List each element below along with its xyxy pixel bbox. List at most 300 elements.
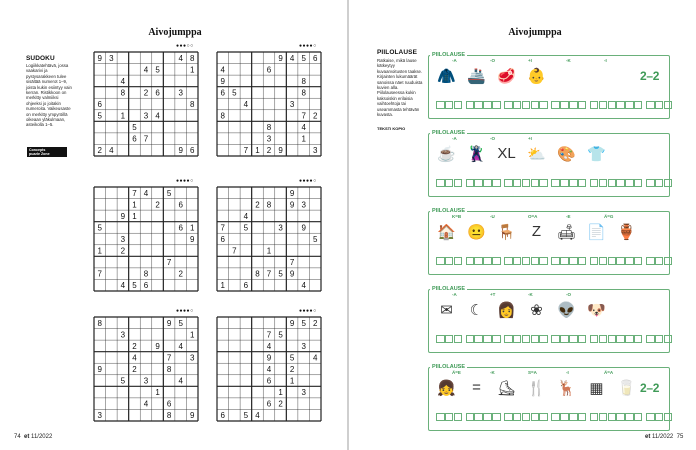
sudoku-grid[interactable] <box>217 187 321 291</box>
pallet-icon: ▦ <box>589 379 604 397</box>
answer-box[interactable] <box>569 257 578 265</box>
answer-box[interactable] <box>664 335 673 343</box>
answer-boxes[interactable] <box>436 101 676 109</box>
sudoku-grid[interactable] <box>94 187 198 291</box>
answer-box[interactable] <box>466 101 475 109</box>
sudoku-given-digit: 1 <box>189 65 195 75</box>
letter-hint: -O <box>490 136 495 141</box>
answer-box[interactable] <box>445 335 454 343</box>
answer-box[interactable] <box>634 257 643 265</box>
answer-boxes[interactable] <box>436 335 676 343</box>
woman-icon: 👩 <box>497 301 516 319</box>
difficulty-dots: ●●●●○ <box>299 43 317 49</box>
moon-icon: ☾ <box>469 301 484 319</box>
sudoku-given-digit: 4 <box>178 341 183 351</box>
answer-box[interactable] <box>608 101 617 109</box>
left-page-number: 74 <box>14 434 21 440</box>
sudoku-given-digit: 9 <box>120 211 126 221</box>
answer-box[interactable] <box>551 413 560 421</box>
sudoku-grid[interactable] <box>94 52 198 156</box>
letter-hint: -U <box>490 214 495 219</box>
sudoku-given-digit: 5 <box>232 88 237 98</box>
sudoku-given-digit: 1 <box>255 146 260 156</box>
sudoku-given-digit: 3 <box>120 235 126 244</box>
answer-box[interactable] <box>646 101 655 109</box>
answer-box[interactable] <box>590 101 599 109</box>
answer-box[interactable] <box>646 335 655 343</box>
sudoku-given-digit: 9 <box>289 318 295 328</box>
sudoku-given-digit: 4 <box>289 53 295 63</box>
sudoku-given-digit: 8 <box>166 411 172 421</box>
answer-box[interactable] <box>634 335 643 343</box>
answer-box[interactable] <box>522 101 531 109</box>
answer-box[interactable] <box>539 257 548 265</box>
answer-box[interactable] <box>504 335 513 343</box>
answer-box[interactable] <box>445 257 454 265</box>
sudoku-given-digit: 8 <box>255 269 260 279</box>
sudoku-given-digit: 3 <box>178 88 183 98</box>
answer-box[interactable] <box>504 179 513 187</box>
weather-icon: ⛅ <box>527 145 546 163</box>
answer-box[interactable] <box>664 413 673 421</box>
sudoku-given-digit: 8 <box>266 123 272 133</box>
answer-box[interactable] <box>454 413 463 421</box>
answer-box[interactable] <box>474 257 483 265</box>
answer-box[interactable] <box>531 179 540 187</box>
sudoku-given-digit: 4 <box>155 111 160 121</box>
fork-icon: 🍴 <box>527 379 546 397</box>
answer-box[interactable] <box>492 101 501 109</box>
answer-box[interactable] <box>436 101 445 109</box>
answer-box[interactable] <box>560 101 569 109</box>
answer-box[interactable] <box>513 257 522 265</box>
letter-hint: -I <box>604 58 607 63</box>
sudoku-given-digit: 2 <box>255 200 260 210</box>
sudoku-given-digit: 3 <box>301 341 306 351</box>
sudoku-given-digit: 5 <box>278 330 283 340</box>
answer-gap <box>672 413 675 419</box>
letter-hint: -E <box>566 214 571 219</box>
left-footer <box>14 434 52 440</box>
sudoku-given-digit: 5 <box>278 269 283 279</box>
sudoku-given-digit: 6 <box>243 281 249 291</box>
panel-label: PIILOLAUSE <box>432 52 466 58</box>
sudoku-given-digit: 4 <box>266 365 272 374</box>
deer-icon: 🦌 <box>557 379 576 397</box>
answer-box[interactable] <box>531 257 540 265</box>
picture-clue-row <box>436 375 637 400</box>
sudoku-given-digit: 7 <box>289 258 295 268</box>
answer-box[interactable] <box>474 413 483 421</box>
sudoku-given-digit: 9 <box>155 341 160 351</box>
sudoku-given-digit: 1 <box>266 246 272 256</box>
letter-hint: -A <box>452 136 457 141</box>
answer-box[interactable] <box>608 413 617 421</box>
answer-box[interactable] <box>466 335 475 343</box>
answer-box[interactable] <box>531 101 540 109</box>
answer-box[interactable] <box>616 413 625 421</box>
sudoku-given-digit: 9 <box>189 235 195 244</box>
answer-boxes[interactable] <box>436 413 676 421</box>
right-page-title: Aivojumppa <box>508 27 562 38</box>
sudoku-given-digit: 4 <box>301 123 306 133</box>
answer-box[interactable] <box>445 179 454 187</box>
answer-box[interactable] <box>522 179 531 187</box>
sudoku-given-digit: 3 <box>301 388 306 398</box>
answer-box[interactable] <box>560 413 569 421</box>
sudoku-given-digit: 4 <box>143 65 149 75</box>
flowers-icon: ❀ <box>530 301 543 319</box>
answer-box[interactable] <box>531 335 540 343</box>
sudoku-given-digit: 6 <box>266 399 272 409</box>
sudoku-given-digit: 4 <box>143 399 149 409</box>
letter-hint: S=A <box>528 370 537 375</box>
answer-box[interactable] <box>483 101 492 109</box>
answer-box[interactable] <box>539 413 548 421</box>
sudoku-given-digit: 3 <box>97 411 103 421</box>
sudoku-given-digit: 2 <box>289 365 295 374</box>
answer-box[interactable] <box>483 257 492 265</box>
right-footer-issue: 11/2022 <box>652 434 674 440</box>
sudoku-given-digit: 1 <box>189 330 195 340</box>
sudoku-given-digit: 7 <box>266 269 272 279</box>
sudoku-given-digit: 8 <box>97 318 103 328</box>
sudoku-given-digit: 9 <box>189 411 195 421</box>
answer-box[interactable] <box>664 179 673 187</box>
sudoku-given-digit: 5 <box>132 281 137 291</box>
answer-box[interactable] <box>664 257 673 265</box>
answer-box[interactable] <box>625 413 634 421</box>
answer-box[interactable] <box>655 179 664 187</box>
sudoku-grid[interactable] <box>217 52 321 156</box>
answer-box[interactable] <box>578 179 587 187</box>
answer-box[interactable] <box>560 335 569 343</box>
concepts-logo: Concepts puzzle Zone <box>27 147 67 157</box>
answer-box[interactable] <box>578 257 587 265</box>
picture-clue-row <box>436 219 637 244</box>
sudoku-given-digit: 6 <box>178 223 183 233</box>
answer-gap <box>672 257 675 263</box>
sudoku-given-digit: 7 <box>232 246 237 256</box>
answer-box[interactable] <box>625 257 634 265</box>
letter-hint: +I <box>528 136 532 141</box>
answer-box[interactable] <box>492 413 501 421</box>
answer-box[interactable] <box>608 257 617 265</box>
answer-box[interactable] <box>445 101 454 109</box>
dog-icon: 🐶 <box>587 301 606 319</box>
left-footer-mag: et <box>24 434 30 440</box>
answer-gap <box>672 335 675 341</box>
sudoku-given-digit: 7 <box>143 134 149 144</box>
answer-box[interactable] <box>634 101 643 109</box>
sudoku-given-digit: 6 <box>178 200 183 210</box>
answer-box[interactable] <box>590 335 599 343</box>
answer-box[interactable] <box>655 101 664 109</box>
panel-label: PIILOLAUSE <box>432 364 466 370</box>
answer-box[interactable] <box>634 413 643 421</box>
answer-box[interactable] <box>466 413 475 421</box>
sudoku-given-digit: 1 <box>120 111 126 121</box>
answer-box[interactable] <box>625 179 634 187</box>
mug-icon: ☕ <box>437 145 456 163</box>
sudoku-given-digit: 2 <box>312 318 318 328</box>
answer-box[interactable] <box>513 179 522 187</box>
answer-box[interactable] <box>590 257 599 265</box>
answer-box[interactable] <box>625 101 634 109</box>
sudoku-given-digit: 3 <box>278 223 283 233</box>
sudoku-given-digit: 2 <box>132 341 137 351</box>
answer-box[interactable] <box>454 257 463 265</box>
sudoku-given-digit: 2 <box>312 111 318 121</box>
sudoku-given-digit: 5 <box>243 223 249 233</box>
answer-box[interactable] <box>522 413 531 421</box>
answer-box[interactable] <box>492 257 501 265</box>
answer-box[interactable] <box>560 179 569 187</box>
answer-box[interactable] <box>569 335 578 343</box>
sudoku-given-digit: 5 <box>155 65 160 75</box>
answer-box[interactable] <box>551 335 560 343</box>
sudoku-given-digit: 3 <box>289 100 295 109</box>
sudoku-heading: SUDOKU <box>26 55 55 62</box>
answer-boxes[interactable] <box>436 179 676 187</box>
answer-box[interactable] <box>646 413 655 421</box>
sudoku-given-digit: 3 <box>120 330 126 340</box>
answer-box[interactable] <box>539 335 548 343</box>
letter-hint: -O <box>490 58 495 63</box>
sudoku-given-digit: 4 <box>132 353 137 363</box>
letter-hint: O=A <box>528 214 538 219</box>
letter-hint: Ä=A <box>604 370 614 375</box>
answer-box[interactable] <box>454 101 463 109</box>
number-clue: 2–2 <box>640 69 660 83</box>
sudoku-given-digit: 7 <box>243 146 249 156</box>
letter-hint: K=B <box>452 214 462 219</box>
answer-box[interactable] <box>578 335 587 343</box>
table-icon: 🪑 <box>497 223 516 241</box>
answer-box[interactable] <box>616 335 625 343</box>
baby-icon: 👶 <box>527 67 546 85</box>
sudoku-given-digit: 9 <box>289 200 295 210</box>
right-footer <box>645 434 683 440</box>
letter-hint: -A <box>452 292 457 297</box>
panel-label: PIILOLAUSE <box>432 208 466 214</box>
sudoku-given-digit: 2 <box>143 88 149 98</box>
sudoku-given-digit: 8 <box>266 200 272 210</box>
sudoku-given-digit: 6 <box>220 411 226 421</box>
sudoku-given-digit: 6 <box>220 235 226 244</box>
sudoku-given-digit: 1 <box>97 246 103 256</box>
left-page-title: Aivojumppa <box>148 27 202 38</box>
answer-box[interactable] <box>483 335 492 343</box>
sudoku-given-digit: 2 <box>155 200 160 210</box>
shirt-icon: 👕 <box>587 145 606 163</box>
letter-hint: Ä=G <box>604 214 614 219</box>
sudoku-given-digit: 7 <box>132 188 137 198</box>
answer-box[interactable] <box>539 101 548 109</box>
answer-box[interactable] <box>616 257 625 265</box>
answer-box[interactable] <box>513 101 522 109</box>
answer-box[interactable] <box>655 335 664 343</box>
answer-box[interactable] <box>522 335 531 343</box>
left-footer-issue: 11/2022 <box>31 434 53 440</box>
sudoku-given-digit: 9 <box>266 353 272 363</box>
answer-box[interactable] <box>599 179 608 187</box>
sudoku-given-digit: 2 <box>266 146 272 156</box>
panel-label: PIILOLAUSE <box>432 286 466 292</box>
answer-box[interactable] <box>578 101 587 109</box>
answer-box[interactable] <box>599 335 608 343</box>
girl-icon: 👧 <box>437 379 456 397</box>
answer-box[interactable] <box>504 101 513 109</box>
sudoku-given-digit: 3 <box>189 353 195 363</box>
sudoku-grid[interactable] <box>94 317 198 421</box>
picture-clue-row <box>436 141 607 166</box>
sudoku-given-digit: 4 <box>109 146 114 156</box>
answer-boxes[interactable] <box>436 257 676 265</box>
letter-hint: -A <box>452 58 457 63</box>
answer-box[interactable] <box>616 179 625 187</box>
answer-box[interactable] <box>590 413 599 421</box>
sudoku-given-digit: 2 <box>278 399 283 409</box>
sudoku-given-digit: 6 <box>143 281 149 291</box>
answer-box[interactable] <box>551 257 560 265</box>
answer-box[interactable] <box>599 101 608 109</box>
sudoku-given-digit: 3 <box>143 111 149 121</box>
letter-hint: +T <box>490 292 496 297</box>
answer-box[interactable] <box>539 179 548 187</box>
equals-icon: = <box>472 379 481 396</box>
answer-box[interactable] <box>551 179 560 187</box>
answer-box[interactable] <box>522 257 531 265</box>
answer-box[interactable] <box>634 179 643 187</box>
sudoku-given-digit: 4 <box>178 53 183 63</box>
answer-box[interactable] <box>436 257 445 265</box>
sudoku-given-digit: 9 <box>278 53 283 63</box>
sudoku-given-digit: 8 <box>301 76 306 86</box>
difficulty-dots: ●●●●○ <box>176 178 194 184</box>
answer-box[interactable] <box>436 179 445 187</box>
letter-hint: -I <box>566 370 569 375</box>
answer-box[interactable] <box>664 101 673 109</box>
answer-gap <box>672 179 675 185</box>
vase-icon: 🏺 <box>617 223 636 241</box>
letter-hint: Ä=E <box>452 370 461 375</box>
sudoku-given-digit: 1 <box>132 211 137 221</box>
sudoku-given-digit: 4 <box>143 188 149 198</box>
credit-text: TEKSTI KOPIO <box>377 126 406 131</box>
answer-box[interactable] <box>608 335 617 343</box>
answer-box[interactable] <box>551 101 560 109</box>
sudoku-given-digit: 7 <box>266 330 272 340</box>
answer-box[interactable] <box>569 413 578 421</box>
answer-box[interactable] <box>436 335 445 343</box>
sudoku-given-digit: 7 <box>166 353 172 363</box>
answer-box[interactable] <box>492 179 501 187</box>
sudoku-given-digit: 2 <box>97 146 103 156</box>
answer-box[interactable] <box>616 101 625 109</box>
sudoku-given-digit: 9 <box>289 269 295 279</box>
answer-box[interactable] <box>466 179 475 187</box>
answer-box[interactable] <box>608 179 617 187</box>
answer-box[interactable] <box>646 257 655 265</box>
sudoku-given-digit: 3 <box>301 200 306 210</box>
difficulty-dots: ●●●●○ <box>299 178 317 184</box>
answer-box[interactable] <box>531 413 540 421</box>
sudoku-given-digit: 8 <box>220 111 226 121</box>
answer-box[interactable] <box>655 257 664 265</box>
answer-box[interactable] <box>504 257 513 265</box>
sudoku-given-digit: 9 <box>278 146 283 156</box>
answer-box[interactable] <box>578 413 587 421</box>
answer-box[interactable] <box>474 335 483 343</box>
number-clue: 2–2 <box>640 381 660 395</box>
answer-box[interactable] <box>474 179 483 187</box>
sudoku-given-digit: 1 <box>189 223 195 233</box>
answer-box[interactable] <box>599 413 608 421</box>
answer-box[interactable] <box>454 179 463 187</box>
answer-box[interactable] <box>466 257 475 265</box>
answer-box[interactable] <box>483 413 492 421</box>
answer-box[interactable] <box>655 413 664 421</box>
answer-box[interactable] <box>569 101 578 109</box>
answer-box[interactable] <box>454 335 463 343</box>
answer-box[interactable] <box>625 335 634 343</box>
sudoku-given-digit: 4 <box>220 65 226 75</box>
sudoku-given-digit: 9 <box>301 223 306 233</box>
sudoku-given-digit: 4 <box>312 353 318 363</box>
sudoku-given-digit: 6 <box>155 88 160 98</box>
right-page-number: 75 <box>676 434 684 440</box>
answer-box[interactable] <box>445 413 454 421</box>
panel-label: PIILOLAUSE <box>432 130 466 136</box>
answer-box[interactable] <box>569 179 578 187</box>
answer-box[interactable] <box>513 413 522 421</box>
sudoku-given-digit: 4 <box>120 281 126 291</box>
sudoku-given-digit: 6 <box>166 399 172 409</box>
sudoku-given-digit: 7 <box>301 111 306 121</box>
sudoku-given-digit: 6 <box>266 65 272 75</box>
house-icon: 🏠 <box>437 223 456 241</box>
answer-box[interactable] <box>474 101 483 109</box>
sudoku-given-digit: 3 <box>266 134 272 144</box>
sudoku-given-digit: 1 <box>289 376 295 386</box>
answer-box[interactable] <box>483 179 492 187</box>
sudoku-given-digit: 5 <box>97 223 103 233</box>
sudoku-given-digit: 5 <box>312 235 318 244</box>
answer-box[interactable] <box>513 335 522 343</box>
answer-box[interactable] <box>504 413 513 421</box>
sudoku-given-digit: 6 <box>97 100 103 109</box>
letter-hint: -O <box>566 292 571 297</box>
xl-icon: XL <box>497 145 516 162</box>
sudoku-grid[interactable] <box>217 317 321 421</box>
answer-box[interactable] <box>560 257 569 265</box>
sofa-icon: 🛋 <box>556 223 577 241</box>
answer-box[interactable] <box>492 335 501 343</box>
sudoku-given-digit: 4 <box>243 100 249 109</box>
answer-box[interactable] <box>436 413 445 421</box>
answer-box[interactable] <box>590 179 599 187</box>
sudoku-given-digit: 3 <box>312 146 318 156</box>
sudoku-given-digit: 9 <box>97 365 103 374</box>
answer-box[interactable] <box>599 257 608 265</box>
letter-hint: +I <box>528 58 532 63</box>
letter-z-icon: Z <box>531 223 542 240</box>
skater-icon: ⛸ <box>496 379 517 397</box>
sudoku-given-digit: 7 <box>97 269 103 279</box>
answer-box[interactable] <box>646 179 655 187</box>
sudoku-given-digit: 5 <box>97 111 103 121</box>
